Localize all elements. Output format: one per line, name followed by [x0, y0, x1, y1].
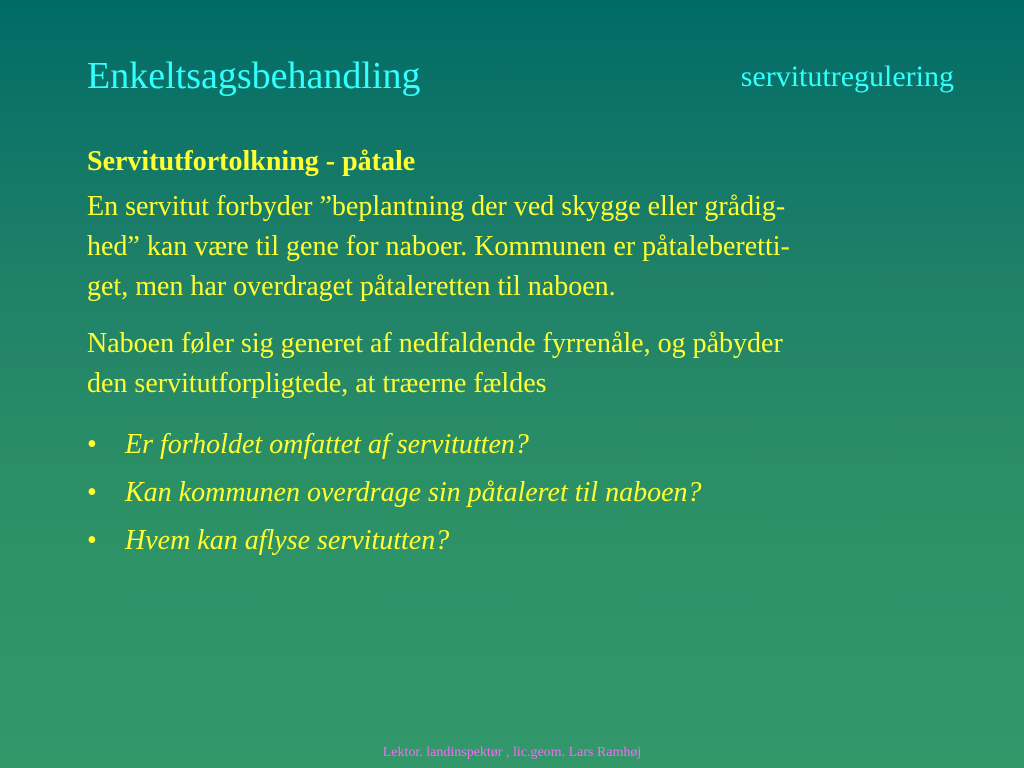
- question-text: Hvem kan aflyse servitutten?: [125, 524, 450, 556]
- bullet-icon: •: [87, 476, 97, 508]
- section-heading: Servitutfortolkning - påtale: [87, 146, 416, 177]
- slide-content: [87, 145, 957, 565]
- paragraph-1-line: get, men har overdraget påtaleretten til naboen.: [87, 270, 616, 302]
- question-item: [87, 469, 957, 517]
- question-list: [87, 421, 957, 565]
- bullet-icon: •: [87, 428, 97, 460]
- paragraph-2: [87, 324, 957, 404]
- question-text: Kan kommunen overdrage sin påtaleret til naboen?: [125, 476, 702, 508]
- slide-footer: Lektor. landinspektør , lic.geom. Lars Ramhøj: [382, 745, 642, 760]
- paragraph-1: [87, 187, 957, 307]
- slide-topic: servitutregulering: [740, 60, 954, 93]
- paragraph-1-line: En servitut forbyder ”beplantning der ved skygge eller grådig-: [87, 190, 786, 222]
- paragraph-2-line: den servitutforpligtede, at træerne fældes: [87, 367, 547, 399]
- paragraph-2-line: Naboen føler sig generet af nedfaldende fyrrenåle, og påbyder: [87, 327, 783, 359]
- question-text: Er forholdet omfattet af servitutten?: [125, 428, 529, 460]
- slide-title: Enkeltsagsbehandling: [87, 55, 421, 97]
- question-item: [87, 517, 957, 565]
- question-item: [87, 421, 957, 469]
- paragraph-1-line: hed” kan være til gene for naboer. Kommunen er påtaleberetti-: [87, 230, 790, 262]
- bullet-icon: •: [87, 524, 97, 556]
